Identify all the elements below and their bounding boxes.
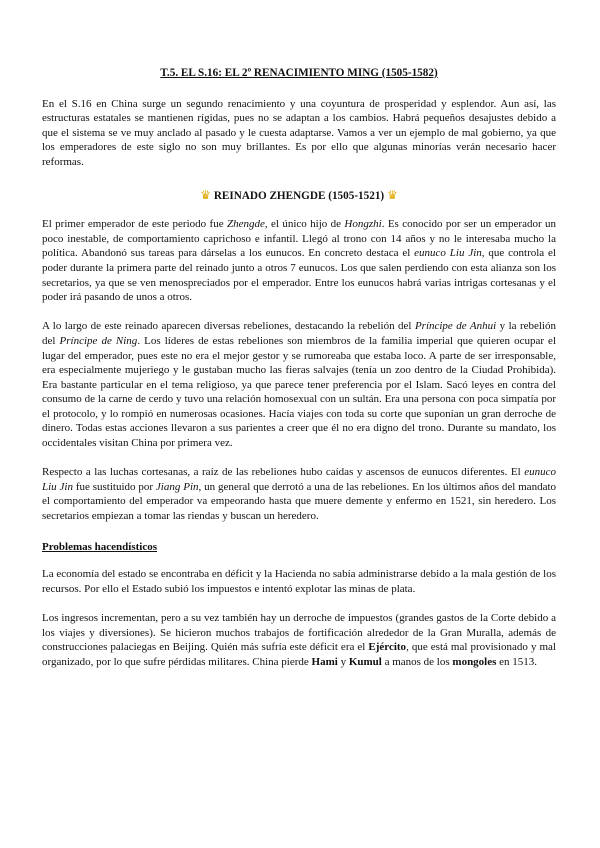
section-heading-text: REINADO ZHENGDE (1505-1521) xyxy=(213,189,385,202)
section-heading-zhengde xyxy=(42,188,556,204)
subheading-problemas-hacendisticos: Problemas hacendísticos xyxy=(42,540,157,553)
zhengde-paragraph-1: El primer emperador de este periodo fue Zhengde, el único hijo de Hongzhi. Es conocido por ser un emperador un poco inestable, de comportamiento caprichoso e infantil. Llegó al trono con 14 años y no le interesaba mucho la política. Abandonó sus tareas para dárselas a los eunucos. En concreto destaca el eunuco Liu Jin, que controla el poder durante la primera parte del reinado junto a otros 7 eunucos. Los que salen perdiendo con esta alianza son los secretarios, ya que se ven menospreciados por el emperador. Entre los eunucos habrá varias intrigas cortesanas y el poder irá pasando de unos a otros. xyxy=(42,218,556,304)
emphasis-zhengde: Zhengde xyxy=(226,218,265,231)
crown-icon: ♛ xyxy=(386,187,398,202)
emphasis-jiang-pin: Jiang Pin xyxy=(155,480,199,493)
bold-kumul: Kumul xyxy=(348,655,382,668)
emphasis-eunuco-liu-jin: eunuco Liu Jin xyxy=(414,247,482,260)
bold-mongoles: mongoles xyxy=(452,655,497,668)
zhengde-paragraph-3: Respecto a las luchas cortesanas, a raíz de las rebeliones hubo caídas y ascensos de eunucos diferentes. El eunuco Liu Jin fue sustituido por Jiang Pin, un general que derrotó a una de las rebeliones. En los últimos años del mandato el comportamiento del emperador va empeorando hasta que muere demente y enfermo en 1521, sin heredero. Los secretarios empiezan a tomar las riendas y buscan un heredero. xyxy=(42,466,557,523)
bold-ejercito: Ejército xyxy=(368,641,407,654)
emphasis-principe-ning: Príncipe de Ning xyxy=(59,334,138,347)
bold-hami: Hami xyxy=(311,655,338,668)
crown-icon: ♛ xyxy=(200,187,212,202)
document-page xyxy=(42,66,556,684)
page-title: T.5. EL S.16: EL 2º RENACIMIENTO MING (1505-1582) xyxy=(160,67,438,79)
emphasis-eunuco-liu-jin: eunuco Liu Jin xyxy=(42,466,556,493)
intro-paragraph: En el S.16 en China surge un segundo renacimiento y una coyuntura de prosperidad y esplendor. Aun así, las estructuras estatales se mantienen rígidas, pues no se adaptan a los cambios. Habrá pequeños desajustes debido a que el sistema se ve muy anclado al pasado y le cuesta adaptarse. Vamos a ver un ejemplo de mal gobierno, ya que los emperadores de este siglo no son muy brillantes. Es por ello que algunas minorías verán necesario hacer reformas. xyxy=(42,97,556,168)
zhengde-paragraph-2: A lo largo de este reinado aparecen diversas rebeliones, destacando la rebelión del Príncipe de Anhui y la rebelión del Príncipe de Ning. Los líderes de estas rebeliones son miembros de la familia imperial que quieren ocupar el lugar del emperador, pues este no era el mejor gestor y se rumoreaba que estaba loco. A parte de ser irresponsable, era especialmente mujeriego y le gustaban mucho las fieras salvajes (tenía un zoo dentro de la Ciudad Prohibida). Era bastante particular en el tema religioso, ya que parece tener preferencia por el Islam. Sacó leyes en contra del consumo de la carne de cerdo y tuvo una relación homosexual con un sultán. Era una persona con poca simpatía por el protocolo, y lo rompió en numerosas ocasiones. Hacía viajes con toda su corte que suponían un gran derroche de dinero. Todas estas acciones llevaron a sus parientes a creer que él no era digno del trono. Durante su mandato, los occidentales visitan China por primera vez. xyxy=(42,320,556,450)
hacienda-paragraph-1: La economía del estado se encontraba en déficit y la Hacienda no sabía administrarse debido a la mala gestión de los recursos. Por ello el Estado subió los impuestos e intentó explotar las minas de plata. xyxy=(42,568,556,595)
emphasis-principe-anhui: Príncipe de Anhui xyxy=(414,320,497,333)
emphasis-hongzhi: Hongzhi xyxy=(344,218,382,231)
hacienda-paragraph-2: Los ingresos incrementan, pero a su vez también hay un derroche de impuestos (grandes gastos de la Corte debido a los viajes y diversiones). Se hicieron muchos trabajos de fortificación alrededor de la Gran Muralla, además de construcciones palaciegas en Beijing. Quién más sufría este déficit era el Ejército, que está mal provisionado y mal organizado, por lo que sufre pérdidas militares. China pierde Hami y Kumul a manos de los mongoles en 1513. xyxy=(42,612,556,668)
